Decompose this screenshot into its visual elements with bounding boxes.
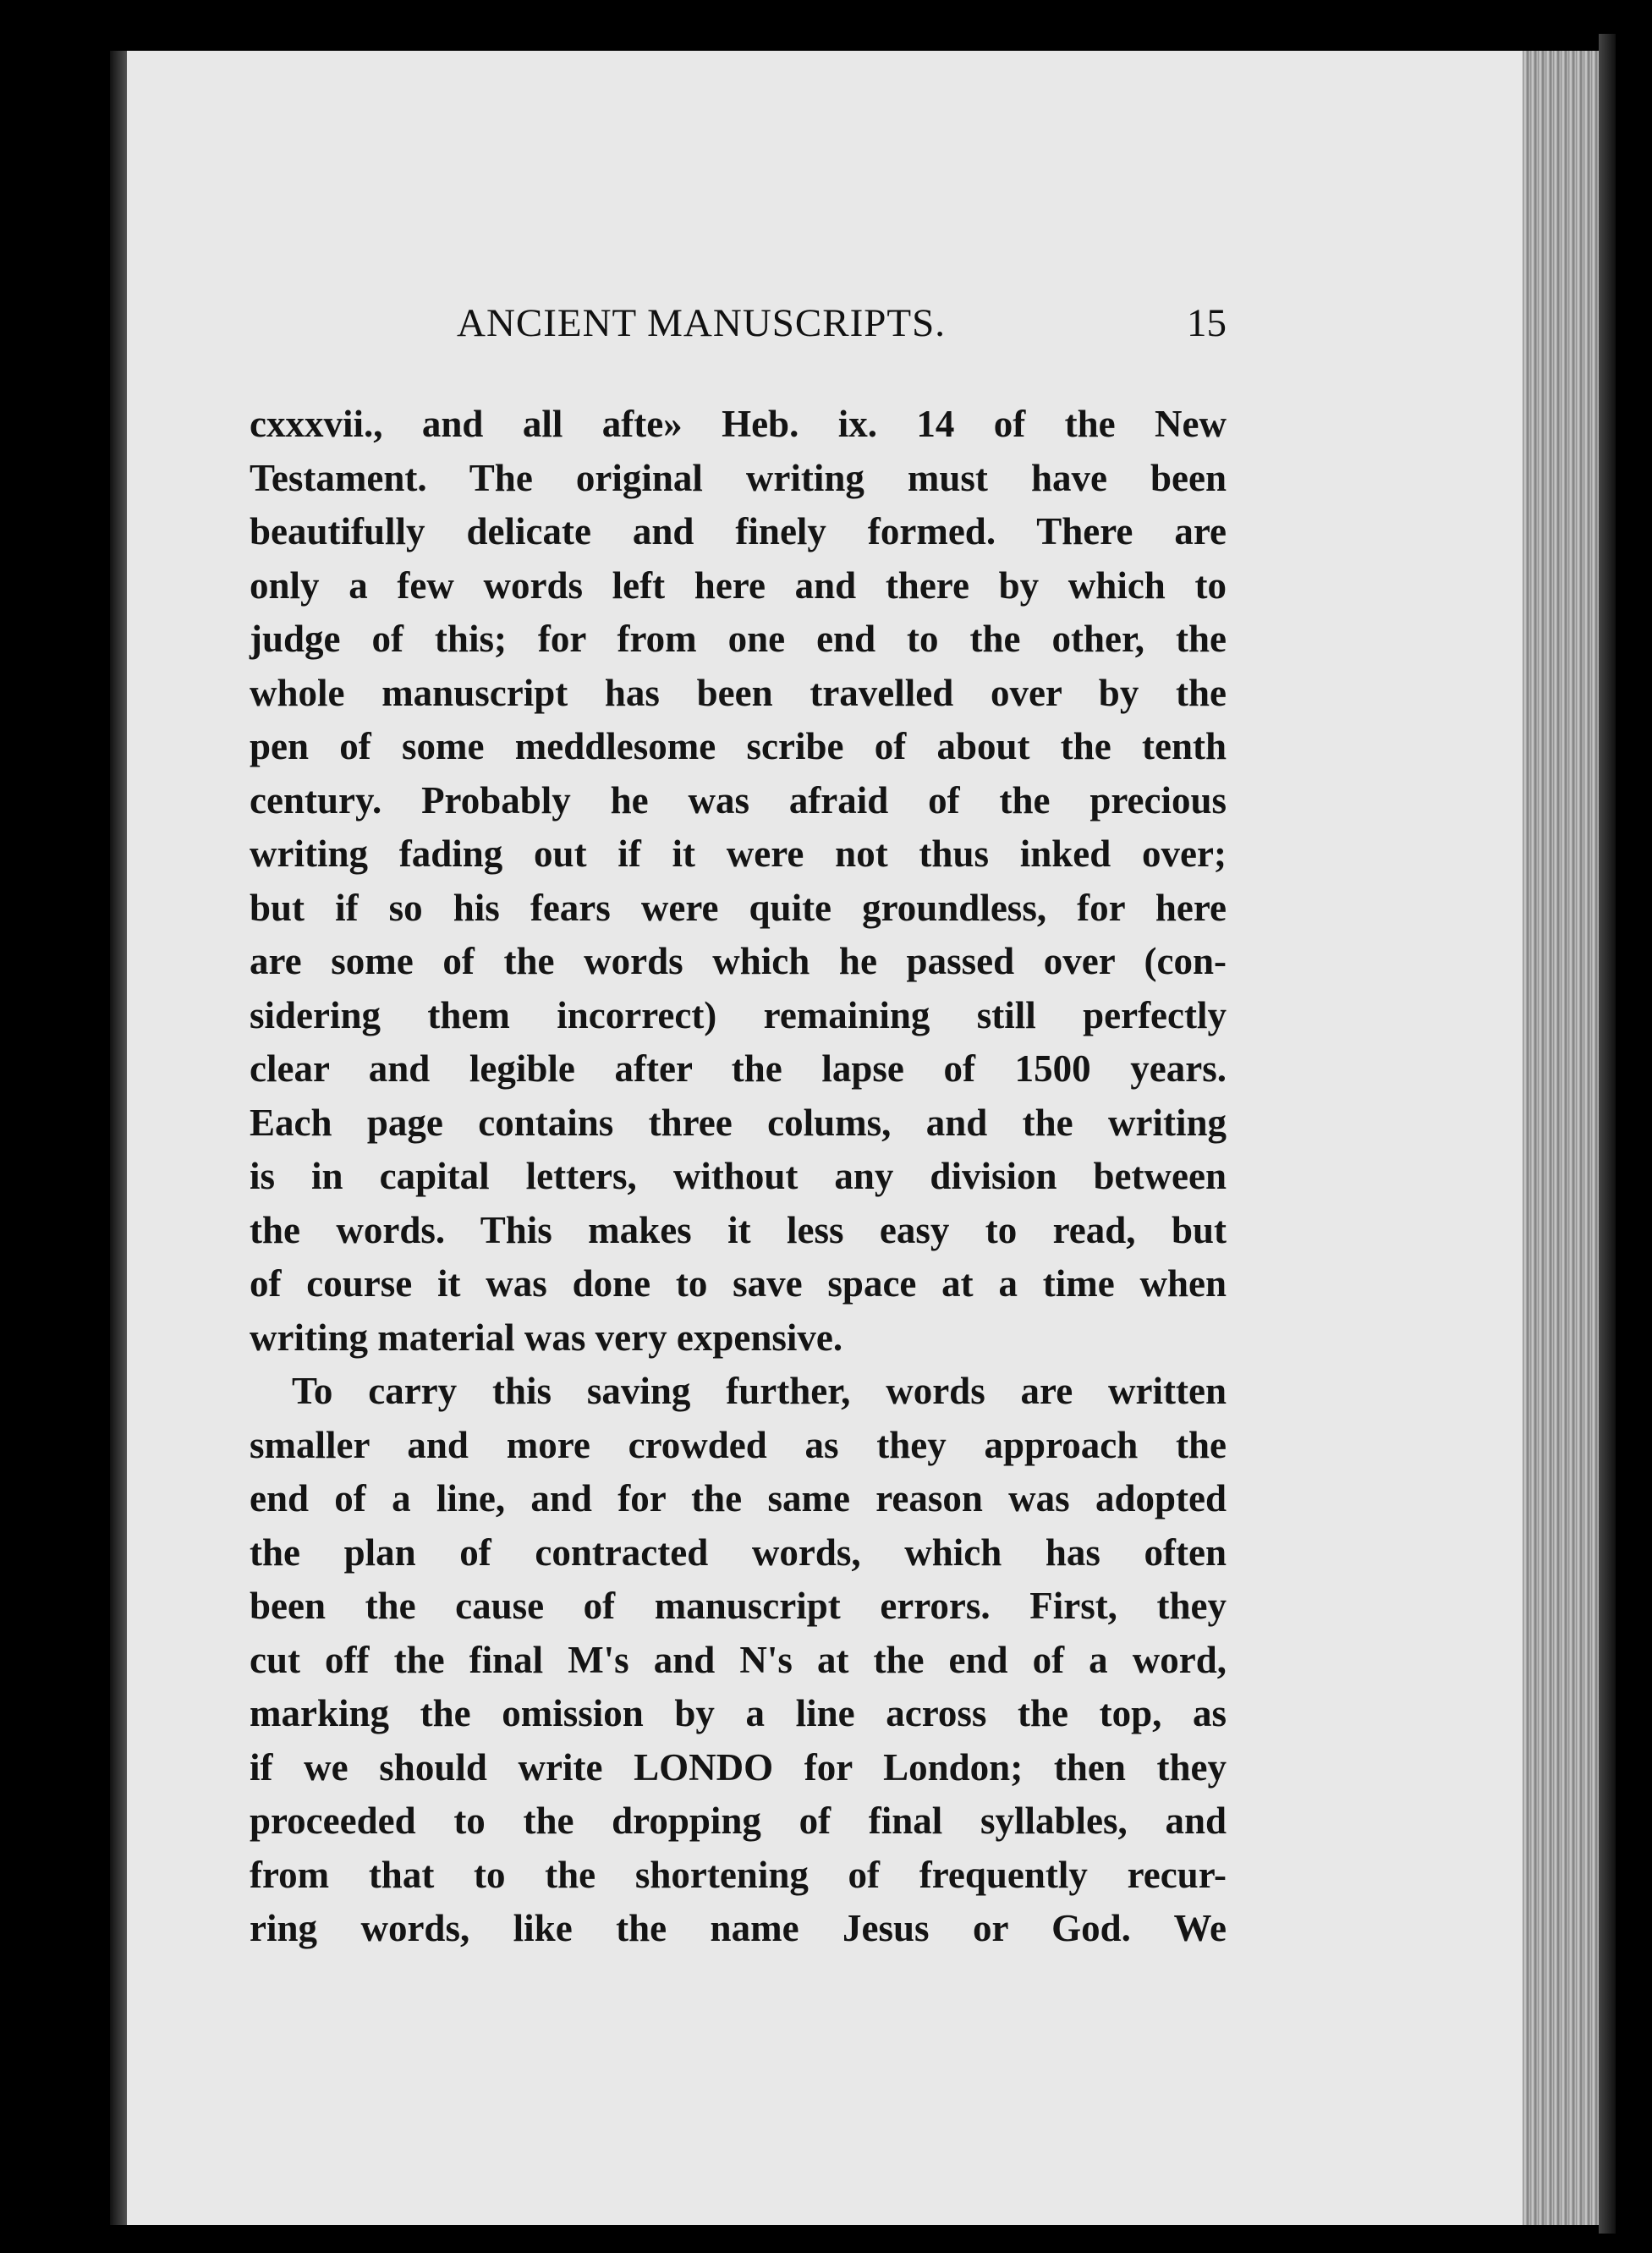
text-line: but if so his fears were quite groundless, for here: [250, 886, 1227, 929]
text-line: writing fading out if it were not thus inked over;: [250, 833, 1227, 875]
text-line: whole manuscript has been travelled over by the: [250, 671, 1227, 714]
text-line: proceeded to the dropping of final syllables, and: [250, 1800, 1227, 1842]
text-line: marking the omission by a line across the top, as: [250, 1692, 1227, 1734]
text-line: from that to the shortening of frequently recur-: [250, 1853, 1227, 1896]
text-line: the words. This makes it less easy to read, but: [250, 1208, 1227, 1251]
text-line: cut off the final M's and N's at the end of a word,: [250, 1638, 1227, 1681]
text-line: been the cause of manuscript errors. First, they: [250, 1585, 1227, 1627]
page-header: [457, 300, 1227, 360]
text-line: pen of some meddlesome scribe of about the tenth: [250, 725, 1227, 767]
text-line: writing material was very expensive.: [250, 1316, 843, 1359]
text-line: cxxxvii., and all afte» Heb. ix. 14 of the New: [250, 403, 1227, 445]
text-line: only a few words left here and there by which to: [250, 563, 1227, 607]
text-line: Testament. The original writing must have been: [250, 456, 1227, 499]
text-line: To carry this saving further, words are written: [292, 1370, 1227, 1412]
text-line: if we should write LONDO for London; then they: [250, 1745, 1227, 1789]
text-line: is in capital letters, without any division between: [250, 1155, 1227, 1197]
page-edges: [1523, 51, 1607, 2225]
page-number: 15: [1187, 301, 1227, 345]
text-line: judge of this; for from one end to the other, the: [250, 618, 1227, 660]
text-line: the plan of contracted words, which has often: [250, 1530, 1227, 1574]
text-line: ring words, like the name Jesus or God. We: [250, 1907, 1227, 1949]
text-line: are some of the words which he passed over (con-: [250, 940, 1227, 982]
page-edge-shadow: [1599, 34, 1616, 2234]
text-line: sidering them incorrect) remaining still perfectly: [250, 993, 1227, 1036]
text-line: Each page contains three colums, and the writing: [250, 1101, 1227, 1144]
running-head: ANCIENT MANUSCRIPTS.: [457, 301, 946, 345]
text-line: end of a line, and for the same reason was adopted: [250, 1477, 1227, 1519]
text-line: clear and legible after the lapse of 1500 years.: [250, 1047, 1227, 1090]
body-text: [250, 398, 1227, 1956]
text-line: smaller and more crowded as they approach the: [250, 1423, 1227, 1466]
text-line: beautifully delicate and finely formed. There are: [250, 510, 1227, 552]
text-line: century. Probably he was afraid of the precious: [250, 778, 1227, 822]
text-line: of course it was done to save space at a time when: [250, 1262, 1227, 1305]
